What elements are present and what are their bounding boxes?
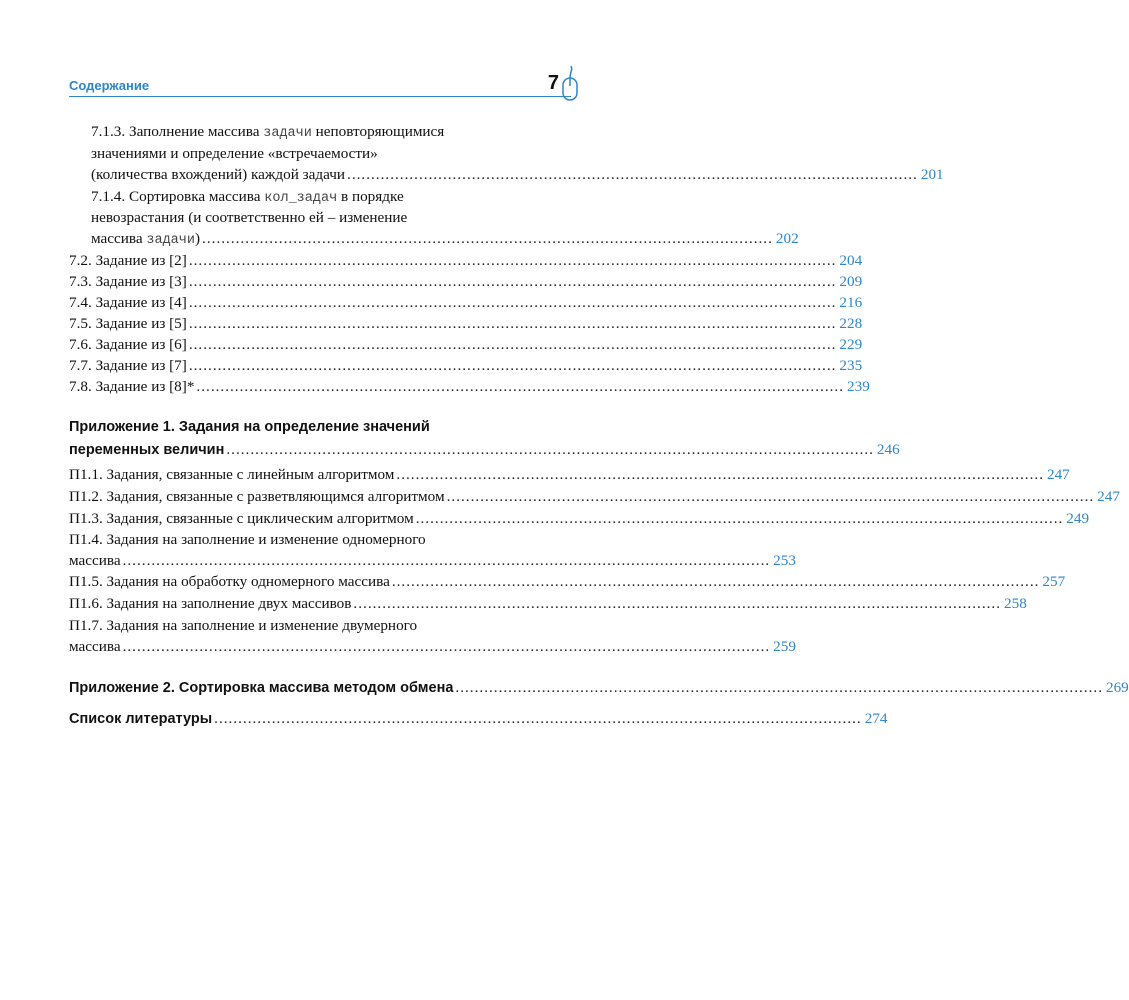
page-ref[interactable]: 247 [1046,466,1070,483]
entry-text: 7.7. Задание из [7] [69,357,187,374]
dot-leader: ....................................................................................................................................... [188,357,837,374]
running-header [69,72,571,97]
toc-entry-p1-3[interactable] [69,508,1090,529]
toc-entry-leader-line [69,636,796,657]
header-title: Содержание [69,78,150,93]
page-ref[interactable]: 228 [839,315,863,332]
page-ref[interactable]: 202 [775,230,799,247]
entry-text: 7.4. Задание из [4] [69,294,187,311]
toc-entry-leader-line [69,439,900,461]
page-ref[interactable]: 201 [920,166,944,183]
code-word: кол_задач [264,191,338,206]
page-ref[interactable]: 204 [839,252,863,269]
entry-text [91,228,200,251]
entry-text: массива [91,230,147,247]
page-ref[interactable]: 247 [1097,488,1120,505]
dot-leader: ....................................................................................................................................... [188,294,837,311]
page-ref[interactable]: 274 [864,710,888,727]
entry-text: П1.6. Задания на заполнение двух массивов [69,595,352,612]
entry-text: 7.1.4. Сортировка массива [91,188,265,205]
dot-leader: ....................................................................................................................................... [391,573,1040,590]
dot-leader: ....................................................................................................................................... [196,378,844,395]
entry-text: массива [69,638,121,655]
page-ref[interactable]: 239 [847,378,870,395]
dot-leader: ....................................................................................................................................... [188,336,837,353]
dot-leader: ....................................................................................................................................... [455,679,1103,696]
dot-leader: ....................................................................................................................................... [446,488,1095,505]
toc-entry-7-7[interactable] [69,355,863,376]
entry-text: переменных величин [69,442,225,458]
dot-leader: ....................................................................................................................................... [353,595,1001,612]
dot-leader: ....................................................................................................................................... [396,466,1044,483]
toc-entry-leader-line [69,550,796,571]
dot-leader: ....................................................................................................................................... [188,273,837,290]
toc-entry-7-6[interactable] [69,334,863,355]
entry-text: 7.1.3. Заполнение массива [91,123,264,140]
toc-entry-p1-2[interactable] [69,486,1120,507]
dot-leader: ....................................................................................................................................... [122,552,771,569]
entry-text: П1.1. Задания, связанные с линейным алгоритмом [69,466,395,483]
code-word: задачи [146,233,195,248]
dot-leader: ....................................................................................................................................... [122,638,771,655]
page-ref[interactable]: 209 [839,273,863,290]
entry-text: П1.5. Задания на обработку одномерного массива [69,573,390,590]
toc-entry-leader-line [91,164,944,185]
dot-leader: ....................................................................................................................... [347,166,918,183]
page-ref[interactable]: 269 [1105,679,1129,696]
page-ref[interactable]: 229 [839,336,863,353]
dot-leader: ....................................................................................................................................... [214,710,862,727]
dot-leader: ....................................................................................................................................... [226,441,874,458]
entry-text: 7.6. Задание из [6] [69,336,187,353]
entry-text: ) [194,230,201,247]
toc-entry-7-5[interactable] [69,313,863,334]
page-ref[interactable]: 235 [839,357,863,374]
entry-text: массива [69,552,121,569]
dot-leader: ....................................................................................................................................... [188,252,837,269]
dot-leader: ....................................................................................................................................... [188,315,837,332]
entry-text: Список литературы [69,711,213,727]
page-ref[interactable]: 259 [773,638,796,655]
entry-text: Приложение 2. Сортировка массива методом обмена [69,680,454,696]
toc-entry-references[interactable] [69,708,888,730]
toc-entry-p1-6[interactable] [69,593,1027,614]
toc-entry-p1-1[interactable] [69,464,1070,485]
entry-text: в порядке [337,188,404,205]
toc-entry-7-2[interactable] [69,250,863,271]
code-word: задачи [263,126,312,141]
entry-text: 7.3. Задание из [3] [69,273,187,290]
page-ref[interactable]: 249 [1066,510,1090,527]
dot-leader: ....................................................................................................................... [202,230,773,247]
toc-entry-appendix-2[interactable] [69,677,1129,699]
page-ref[interactable]: 257 [1042,573,1066,590]
toc-entry-7-3[interactable] [69,271,863,292]
page-ref[interactable]: 258 [1004,595,1027,612]
toc-entry-p1-5[interactable] [69,571,1066,592]
toc-entry-line: невозрастания (и соответственно ей – изменение [91,209,408,226]
entry-text: П1.3. Задания, связанные с циклическим алгоритмом [69,510,414,527]
entry-text: П1.2. Задания, связанные с разветвляющимся алгоритмом [69,488,445,505]
toc-entry-line: П1.4. Задания на заполнение и изменение одномерного [69,531,426,548]
entry-text: неповторяющимися [311,123,445,140]
toc-entry-7-8[interactable] [69,376,870,397]
page-ref[interactable]: 216 [839,294,863,311]
toc-entry-leader-line [91,228,799,251]
page-ref[interactable]: 253 [773,552,796,569]
entry-text: (количества вхождений) каждой задачи [91,166,346,183]
toc-entry-line: Приложение 1. Задания на определение значений [69,419,430,435]
toc-entry-line: П1.7. Задания на заполнение и изменение двумерного [69,617,418,634]
toc-entry-line [91,186,404,209]
mouse-icon [561,66,579,102]
entry-text: 7.5. Задание из [5] [69,315,187,332]
entry-text: 7.2. Задание из [2] [69,252,187,269]
toc-entry-line: значениями и определение «встречаемости» [91,145,378,162]
toc-entry-7-4[interactable] [69,292,863,313]
dot-leader: ....................................................................................................................................... [415,510,1064,527]
page-number: 7 [547,72,559,94]
entry-text: 7.8. Задание из [8]* [69,378,195,395]
page-ref[interactable]: 246 [876,441,900,458]
toc-entry-line [91,121,444,144]
